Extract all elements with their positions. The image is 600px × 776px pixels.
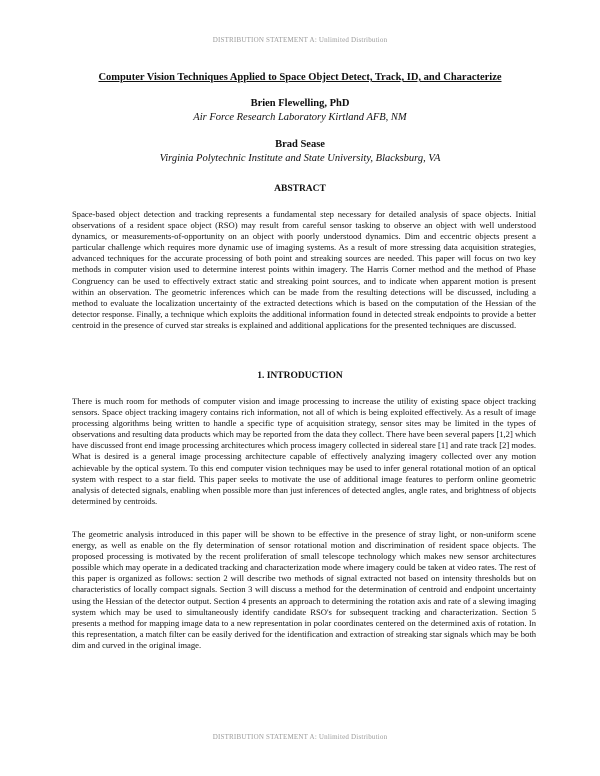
distribution-statement-top: DISTRIBUTION STATEMENT A: Unlimited Distribution <box>212 36 388 44</box>
abstract-text: Space-based object detection and tracking represents a fundamental step necessary for detailed analysis of space objects. Initial observations of a resident space object (RSO) may result from careful sensor tasking to observe an object with well understood dynamics, or measurements-of-opportunity on an object with poorly understood dynamics. Dim and eccentric objects present a particular challenge which requires more dynamic use of imaging systems. As a result of more stressing data acquisition strategies, advanced techniques for the accurate processing of both point and streaking sources are needed. This paper will focus on two key methods in computer vision used to determine interest points within imagery. The Harris Corner method and the method of Phase Congruency can be used to effectively extract static and streaking point sources, and to indicate when apparent motion is present within an observation. The geometric inferences which can be made from the resulting detections will be discussed, including a method to evaluate the localization uncertainty of the extracted detections which is based on the computation of the Hessian of the detector response. Finally, a technique which exploits the additional information found in detected streak endpoints to provide a better centroid in the presence of curved star streaks is explained and additional applications for the presented techniques are discussed. <box>72 209 536 330</box>
distribution-statement-bottom: DISTRIBUTION STATEMENT A: Unlimited Distribution <box>212 733 388 741</box>
paper-title: Computer Vision Techniques Applied to Space Object Detect, Track, ID, and Characterize <box>98 72 502 83</box>
intro-paragraph-2: The geometric analysis introduced in this paper will be shown to be effective in the presence of stray light, or non-uniform scene energy, as well as enable on the fly determination of sensor rotational motion and discrimination of resident space objects. The proposed processing is motivated by the recent proliferation of small telescope technology which makes new sensor architectures possible which may operate in a dedicated tracking and characterization mode where imagery could be taken at video rates. The rest of this paper is organized as follows: section 2 will describe two methods of signal extracted not based on intensity thresholds but on characteristics of locally compact signals. Section 3 will discuss a method for the determination of centroid and endpoint uncertainty using the Hessian of the detector output. Section 4 presents an approach to determining the rotation axis and rate of a slewing imaging system which may be used to simultaneously identify candidate RSO's for subsequent tracking and characterization. Section 5 presents a method for mapping image data to a new representation in polar coordinates centered on the determined axis of rotation. In this representation, a match filter can be easily derived for the identification and extraction of streaking star signals which may be both dim and curved in the original image. <box>72 529 536 650</box>
author-name-1: Brien Flewelling, PhD <box>250 98 350 109</box>
author-name-2: Brad Sease <box>275 139 325 150</box>
author-affiliation-1: Air Force Research Laboratory Kirtland AFB, NM <box>193 112 407 123</box>
abstract-heading: ABSTRACT <box>274 184 326 194</box>
author-affiliation-2: Virginia Polytechnic Institute and State University, Blacksburg, VA <box>159 153 441 164</box>
introduction-heading: 1. INTRODUCTION <box>257 371 343 381</box>
intro-paragraph-1: There is much room for methods of computer vision and image processing to increase the utility of existing space object tracking sensors. Space object tracking imagery contains rich information, not all of which is being exploited effectively. As a result of image processing algorithms being written to handle a specific type of acquisition strategy, sensor sites may be limited in the types of observations and resulting data products which may be reported from the data they collect. There have been several papers [1,2] which have discussed front end image processing architectures which process imagery collected in sidereal stare [1] and rate track [2] modes. What is desired is a general image processing architecture capable of effectively analyzing imagery collected over any motion achievable by the optical system. To this end computer vision techniques may be used to infer general rotational motion of an optical system with respect to a star field. This paper seeks to motivate the use of additional image features to perform online geometric analysis of detected signals, enabling when possible more than just inferences of detected angles, angle rates, and brightness of objects determined by centroids. <box>72 396 536 506</box>
